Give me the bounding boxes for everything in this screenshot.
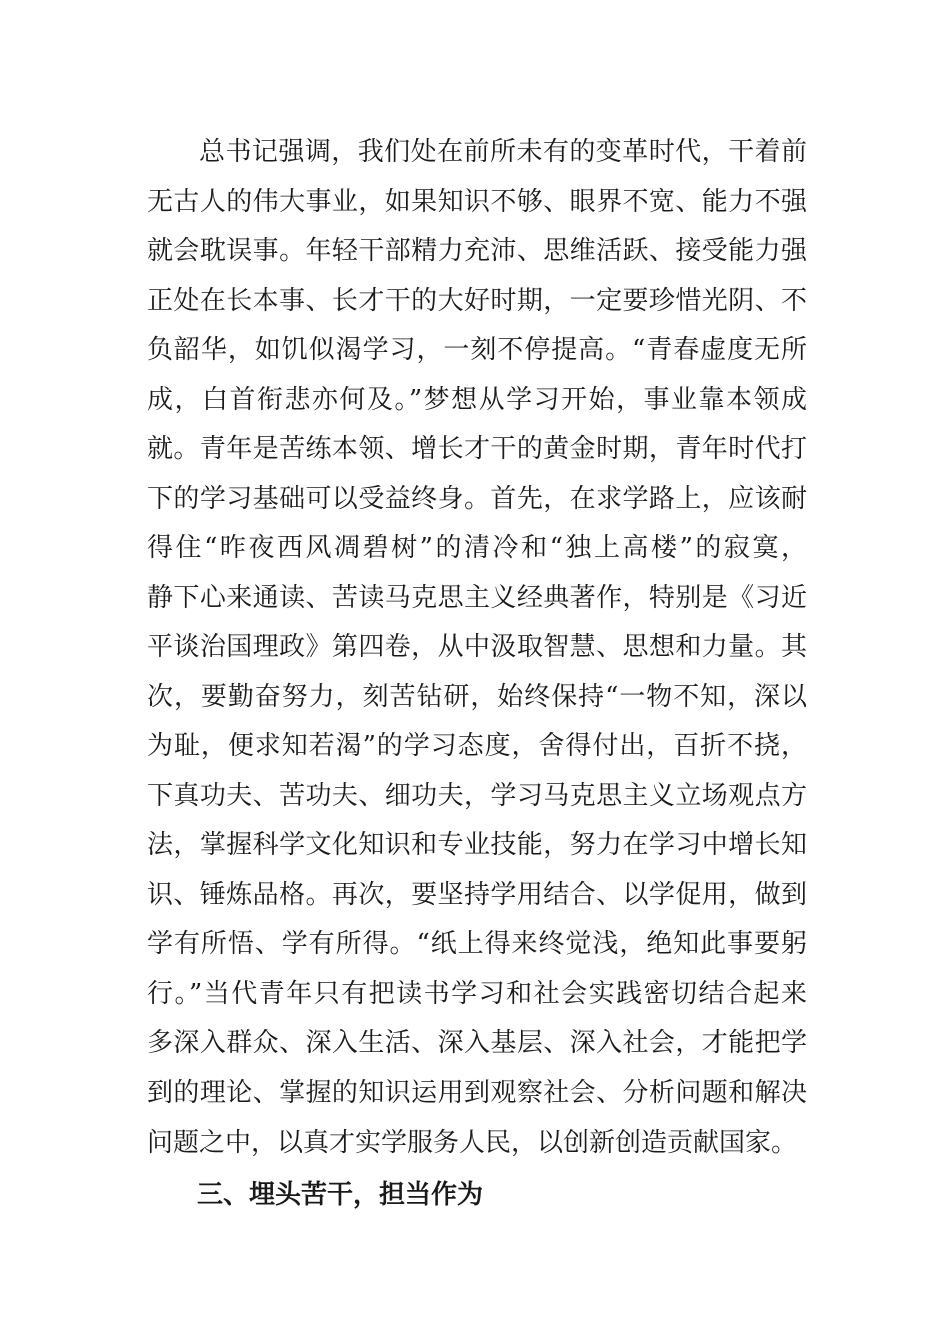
- paragraph-line: 成，白首衔悲亦何及。”梦想从学习开始，事业靠本领成: [147, 385, 807, 415]
- paragraph-line: 识、锤炼品格。再次，要坚持学用结合、以学促用，做到: [147, 880, 807, 910]
- paragraph-line: 次，要勤奋努力，刻苦钻研，始终保持“一物不知，深以: [147, 682, 807, 712]
- paragraph-line: 行。”当代青年只有把读书学习和社会实践密切结合起来: [147, 979, 807, 1009]
- paragraph-line: 得住“昨夜西风凋碧树”的清冷和“独上高楼”的寂寞，: [147, 533, 807, 563]
- paragraph-line: 平谈治国理政》第四卷，从中汲取智慧、思想和力量。其: [147, 632, 807, 662]
- paragraph-line: 多深入群众、深入生活、深入基层、深入社会，才能把学: [147, 1028, 807, 1058]
- paragraph-line: 法，掌握科学文化知识和专业技能，努力在学习中增长知: [147, 830, 807, 860]
- paragraph-line: 就会耽误事。年轻干部精力充沛、思维活跃、接受能力强: [147, 236, 807, 266]
- paragraph-line: 到的理论、掌握的知识运用到观察社会、分析问题和解决: [147, 1078, 807, 1108]
- paragraph-line: 无古人的伟大事业，如果知识不够、眼界不宽、能力不强: [147, 187, 807, 217]
- paragraph-line: 下的学习基础可以受益终身。首先，在求学路上，应该耐: [147, 484, 807, 514]
- paragraph-line: 静下心来通读、苦读马克思主义经典著作，特别是《习近: [147, 583, 807, 613]
- paragraph-line: 总书记强调，我们处在前所未有的变革时代，干着前: [199, 137, 807, 167]
- paragraph-line: 为耻，便求知若渴”的学习态度，舍得付出，百折不挠，: [147, 731, 807, 761]
- paragraph-line: 就。青年是苦练本领、增长才干的黄金时期，青年时代打: [147, 434, 807, 464]
- paragraph-line: 学有所悟、学有所得。“纸上得来终觉浅，绝知此事要躬: [147, 929, 807, 959]
- paragraph-line: 下真功夫、苦功夫、细功夫，学习马克思主义立场观点方: [147, 781, 807, 811]
- paragraph-line: 问题之中，以真才实学服务人民，以创新创造贡献国家。: [147, 1128, 798, 1158]
- section-heading: 三、埋头苦干，担当作为: [197, 1180, 484, 1210]
- paragraph-line: 负韶华，如饥似渴学习，一刻不停提高。“青春虚度无所: [147, 335, 807, 365]
- paragraph-line: 正处在长本事、长才干的大好时期，一定要珍惜光阴、不: [147, 286, 807, 316]
